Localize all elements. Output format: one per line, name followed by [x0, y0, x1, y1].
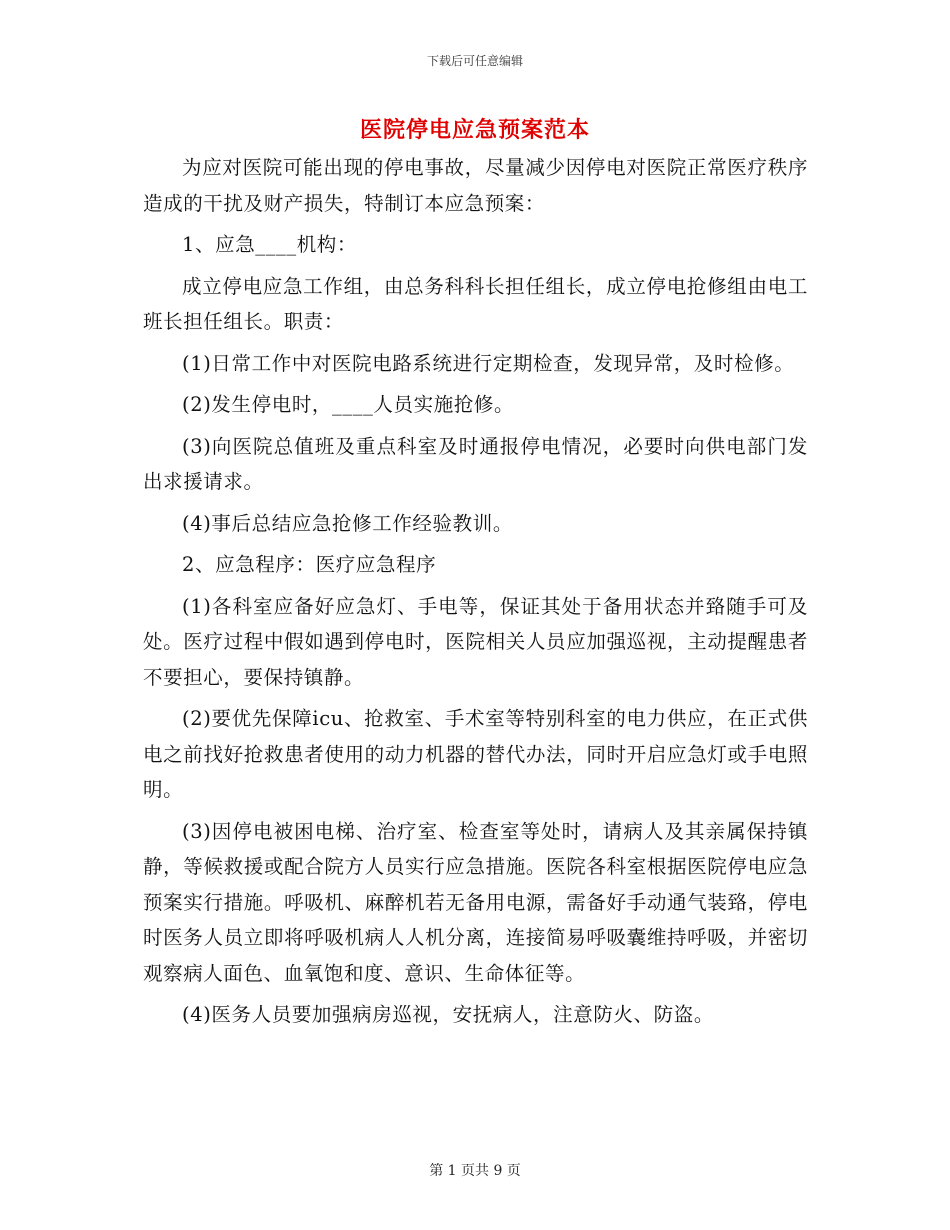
- paragraph-team-setup: 成立停电应急工作组，由总务科科长担任组长，成立停电抢修组由电工班长担任组长。职责：: [143, 274, 808, 333]
- procedure-item-2: (2)要优先保障icu、抢救室、手术室等特别科室的电力供应，在正式供电之前找好抢救患者使用的动力机器的替代办法，同时开启应急灯或手电照明。: [143, 707, 808, 801]
- document-body: [143, 150, 808, 1039]
- section-heading-procedure: 2、应急程序：医疗应急程序: [182, 553, 437, 576]
- duty-item-4: (4)事后总结应急抢修工作经验教训。: [182, 511, 513, 535]
- duty-item-3: (3)向医院总值班及重点科室及时通报停电情况，必要时向供电部门发出求援请求。: [143, 434, 808, 493]
- paragraph-intro: 为应对医院可能出现的停电事故，尽量减少因停电对医院正常医疗秩序造成的干扰及财产损失，特制订本应急预案：: [143, 156, 808, 215]
- page-footer: 第 1 页共 9 页: [429, 1163, 521, 1179]
- procedure-item-1: (1)各科室应备好应急灯、手电等，保证其处于备用状态并臵随手可及处。医疗过程中假如遇到停电时，医院相关人员应加强巡视，主动提醒患者不要担心，要保持镇静。: [143, 594, 808, 689]
- procedure-item-4: (4)医务人员要加强病房巡视，安抚病人，注意防火、防盗。: [182, 1003, 714, 1026]
- procedure-item-3: (3)因停电被困电梯、治疗室、检查室等处时，请病人及其亲属保持镇静，等候救援或配合院方人员实行应急措施。医院各科室根据医院停电应急预案实行措施。呼吸机、麻醉机若无备用电源，需备好手动通气装臵，停电时医务人员立即将呼吸机病人人机分离，连接简易呼吸囊维持呼吸，并密切观察病人面色、血氧饱和度、意识、生命体征等。: [143, 819, 808, 985]
- document-title: 医院停电应急预案范本: [359, 117, 590, 143]
- duty-item-1: (1)日常工作中对医院电路系统进行定期检查，发现异常，及时检修。: [182, 351, 795, 375]
- duty-item-2: (2)发生停电时，____人员实施抢修。: [182, 393, 515, 416]
- page-header: 下载后可任意编辑: [426, 54, 523, 68]
- section-heading-organization: 1、应急____机构：: [182, 233, 358, 256]
